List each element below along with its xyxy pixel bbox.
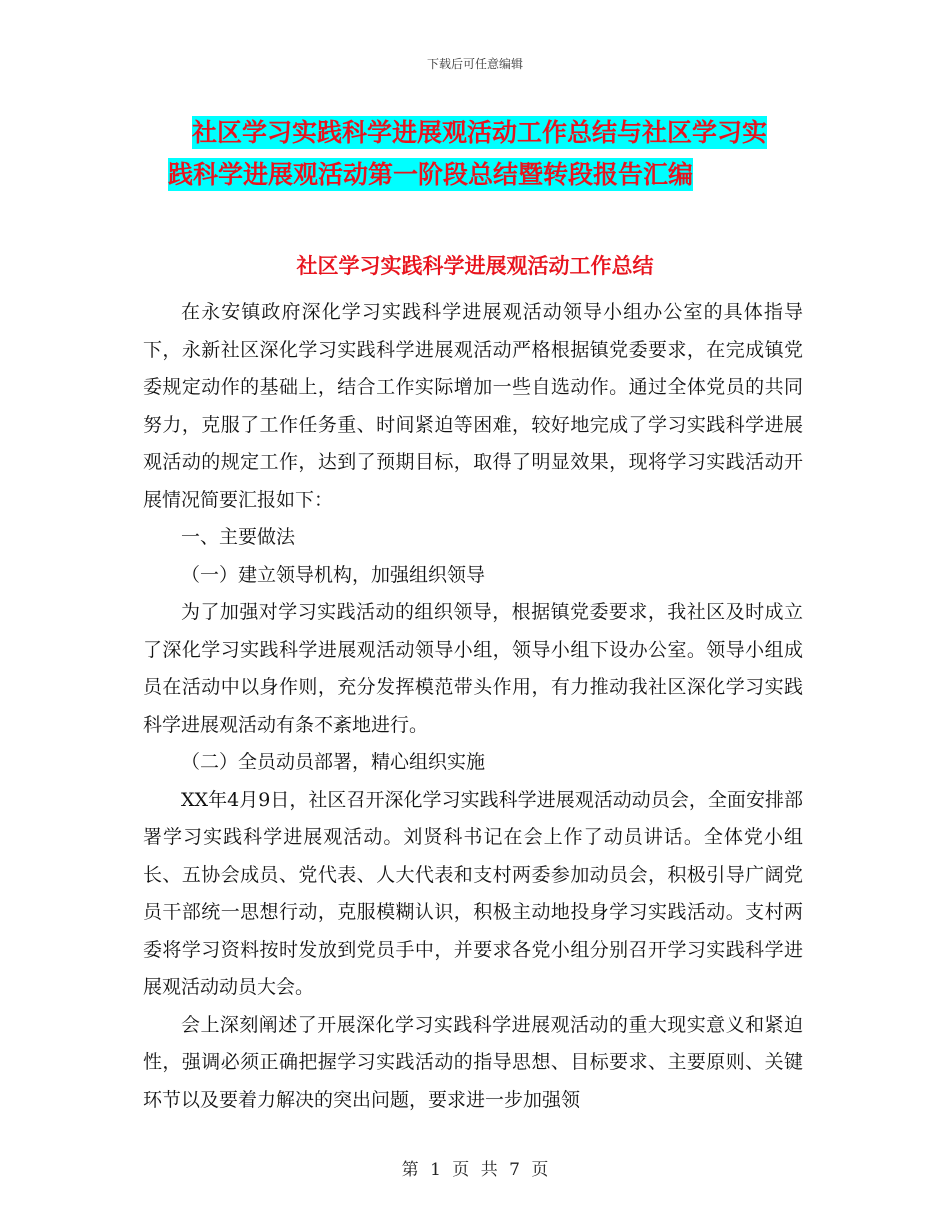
title-highlight-2: 践科学进展观活动第一阶段总结暨转段报告汇编 xyxy=(168,160,694,189)
section-title: 社区学习实践科学进展观活动工作总结 xyxy=(296,254,654,278)
title-highlight-1: 社区学习实践科学进展观活动工作总结与社区学习实 xyxy=(192,118,768,147)
header-note: 下载后可任意编辑 xyxy=(426,57,523,71)
page-footer: 第 1 页 共 7 页 xyxy=(401,1160,549,1180)
subheading-leadership: （一）建立领导机构，加强组织领导 xyxy=(181,563,486,586)
document-title xyxy=(150,112,850,196)
paragraph-intro: 在永安镇政府深化学习实践科学进展观活动领导小组办公室的具体指导下，永新社区深化学习实践科学进展观活动严格根据镇党委要求，在完成镇党委规定动作的基础上，结合工作实际增加一些自选动作。通过全体党员的共同努力，克服了工作任务重、时间紧迫等困难，较好地完成了学习实践科学进展观活动的规定工作，达到了预期目标，取得了明显效果，现将学习实践活动开展情况简要汇报如下： xyxy=(143,301,803,511)
document-title-line-2 xyxy=(150,154,850,196)
heading-main-practices: 一、主要做法 xyxy=(181,526,296,548)
body-text xyxy=(143,294,803,1119)
document-title-line-1 xyxy=(150,112,850,154)
paragraph-meeting: 会上深刻阐述了开展深化学习实践科学进展观活动的重大现实意义和紧迫性，强调必须正确把握学习实践活动的指导思想、目标要求、主要原则、关键环节以及要着力解决的突出问题，要求进一步加强领 xyxy=(143,1013,803,1111)
paragraph-mobilization: XX年4月9日，社区召开深化学习实践科学进展观活动动员会，全面安排部署学习实践科学进展观活动。刘贤科书记在会上作了动员讲话。全体党小组长、五协会成员、党代表、人大代表和支村两委参加动员会，积极引导广阔党员干部统一思想行动，克服模糊认识，积极主动地投身学习实践活动。支村两委将学习资料按时发放到党员手中，并要求各党小组分别召开学习实践科学进展观活动动员大会。 xyxy=(143,788,803,998)
paragraph-leadership: 为了加强对学习实践活动的组织领导，根据镇党委要求，我社区及时成立了深化学习实践科学进展观活动领导小组，领导小组下设办公室。领导小组成员在活动中以身作则，充分发挥模范带头作用，有力推动我社区深化学习实践科学进展观活动有条不紊地进行。 xyxy=(143,601,803,736)
subheading-mobilization: （二）全员动员部署，精心组织实施 xyxy=(181,751,486,773)
